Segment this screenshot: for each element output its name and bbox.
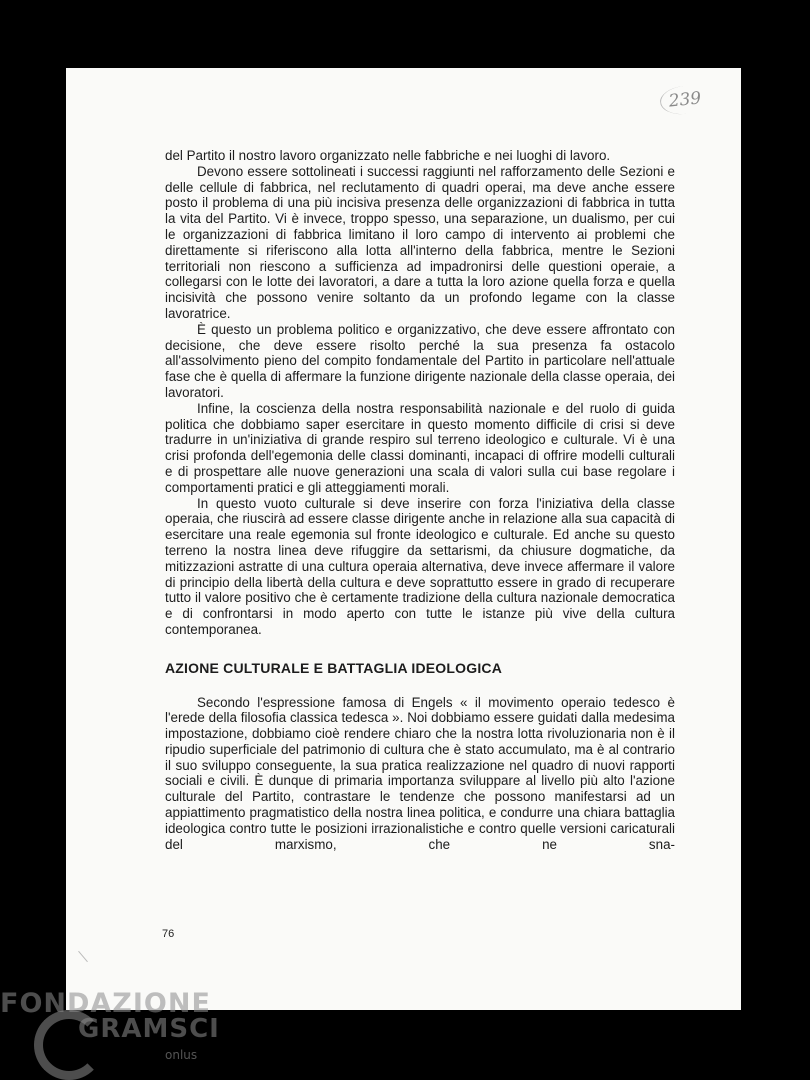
document-page [66, 68, 741, 1010]
page-number: 76 [162, 928, 175, 940]
section-heading: AZIONE CULTURALE E BATTAGLIA IDEOLOGICA [165, 659, 503, 676]
archive-page-number: 239 [659, 84, 711, 117]
paragraph-3: È questo un problema politico e organizzativo, che deve essere affrontato con decisione, che deve essere risolto perché la sua presenza fa ostacolo all'assolvimento pieno del compito fondamentale del Partito in particolare nell'attuale fase che è quella di affermare la funzione dirigente nazionale della classe operaia, dei lavoratori. [165, 321, 675, 400]
watermark-line2: GRAMSCI [78, 1014, 220, 1044]
paragraph-2: Devono essere sottolineati i successi raggiunti nel rafforzamento delle Sezioni e delle cellule di fabbrica, nel reclutamento di quadri operai, ma deve anche essere posto il problema di una più incisiva presenza delle organizzazioni di fabbrica in tutta la vita del Partito. Vi è invece, troppo spesso, una separazione, un dualismo, per cui le organizzazioni di fabbrica limitano il loro campo di intervento ai problemi che direttamente si riferiscono alla lotta all'interno della fabbrica, mentre le Sezioni territoriali non riescono a sufficienza ad impadronirsi delle questioni operaie, a collegarsi con le lotte dei lavoratori, a dare a tutta la loro azione quella forza e quella incisività che possono venire soltanto da un profondo legame con la classe lavoratrice. [165, 163, 675, 321]
scan-mark [78, 951, 88, 962]
watermark-line3: onlus [165, 1048, 198, 1062]
section-paragraph: Secondo l'espressione famosa di Engels « il movimento operaio tedesco è l'erede della filosofia classica tedesca ». Noi dobbiamo essere guidati dalla medesima impostazione, dobbiamo cioè rendere chiaro che la nostra lotta rivoluzionaria non è il ripudio superficiale del patrimonio di cultura che è stato accumulato, ma è al contrario il suo sviluppo conseguente, la sua pratica realizzazione nel quadro di nuovi rapporti sociali e civili. È dunque di primaria importanza sviluppare al livello più alto l'azione culturale del Partito, contrastare le tendenze che possono manifestarsi ad un appiattimento pragmatistico della nostra linea politica, e condurre una chiara battaglia ideologica contro tutte le posizioni irrazionalistiche e contro quelle versioni caricaturali del marxismo, che ne sna- [165, 694, 675, 852]
paragraph-5: In questo vuoto culturale si deve inserire con forza l'iniziativa della classe operaia, che riuscirà ad essere classe dirigente anche in relazione alla sua capacità di esercitare una reale egemonia sul fronte ideologico e culturale. Ed anche su questo terreno la nostra linea deve rifuggire da settarismi, da chiusure dogmatiche, da mitizzazioni astratte di una cultura operaia alternativa, deve invece affermare il valore di principio della libertà della cultura e deve soprattutto essere in grado di recuperare tutto il valore positivo che è certamente tradizione della cultura nazionale democratica e di confrontarsi in modo aperto con tutte le istanze più vive della cultura contemporanea. [165, 495, 675, 637]
paragraph-4: Infine, la coscienza della nostra responsabilità nazionale e del ruolo di guida politica che dobbiamo saper esercitare in questo momento difficile di crisi si deve tradurre in un'iniziativa di grande respiro sul terreno ideologico e culturale. Vi è una crisi profonda dell'egemonia delle classi dominanti, incapaci di offrire modelli culturali e di prospettare alle nuove generazioni una scala di valori sulla cui base regolare i comportamenti pratici e gli atteggiamenti morali. [165, 400, 675, 495]
body-text [165, 148, 675, 852]
fondazione-gramsci-watermark [0, 988, 220, 1080]
paragraph-1: del Partito il nostro lavoro organizzato nelle fabbriche e nei luoghi di lavoro. [165, 148, 611, 163]
watermark-line1: FONDAZIONE [0, 988, 211, 1019]
